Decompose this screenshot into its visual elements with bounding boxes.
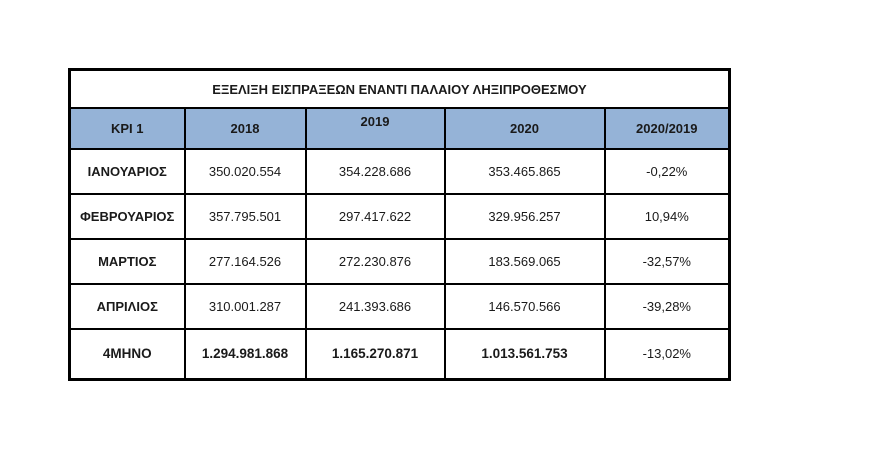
value-pct: -13,02% — [605, 329, 730, 379]
table-row-march — [70, 239, 730, 284]
value-2019: 297.417.622 — [306, 194, 445, 239]
table-row-april — [70, 284, 730, 329]
row-label: ΦΕΒΡΟΥΑΡΙΟΣ — [70, 194, 185, 239]
value-2018: 310.001.287 — [185, 284, 306, 329]
col-header-2020-2019: 2020/2019 — [605, 108, 730, 149]
value-2020: 1.013.561.753 — [445, 329, 605, 379]
table-title-row — [70, 70, 730, 109]
value-2018: 277.164.526 — [185, 239, 306, 284]
col-header-kpi: KPI 1 — [70, 108, 185, 149]
value-2019: 1.165.270.871 — [306, 329, 445, 379]
value-2018: 1.294.981.868 — [185, 329, 306, 379]
col-header-2019: 2019 — [306, 108, 445, 149]
collections-table — [68, 68, 731, 381]
row-label: ΙΑΝΟΥΑΡΙΟΣ — [70, 149, 185, 194]
value-2019: 241.393.686 — [306, 284, 445, 329]
table-row-february — [70, 194, 730, 239]
col-header-2018: 2018 — [185, 108, 306, 149]
value-2019: 354.228.686 — [306, 149, 445, 194]
value-2020: 183.569.065 — [445, 239, 605, 284]
value-2018: 357.795.501 — [185, 194, 306, 239]
value-2018: 350.020.554 — [185, 149, 306, 194]
value-2020: 146.570.566 — [445, 284, 605, 329]
value-2020: 329.956.257 — [445, 194, 605, 239]
value-pct: -39,28% — [605, 284, 730, 329]
table-row-january — [70, 149, 730, 194]
value-pct: 10,94% — [605, 194, 730, 239]
col-header-2020: 2020 — [445, 108, 605, 149]
value-2020: 353.465.865 — [445, 149, 605, 194]
row-label: 4ΜΗΝΟ — [70, 329, 185, 379]
row-label: ΜΑΡΤΙΟΣ — [70, 239, 185, 284]
value-2019: 272.230.876 — [306, 239, 445, 284]
value-pct: -32,57% — [605, 239, 730, 284]
table-header-row — [70, 108, 730, 149]
collections-table-container — [68, 68, 731, 381]
row-label: ΑΠΡΙΛΙΟΣ — [70, 284, 185, 329]
table-row-total-4month — [70, 329, 730, 379]
value-pct: -0,22% — [605, 149, 730, 194]
table-title: ΕΞΕΛΙΞΗ ΕΙΣΠΡΑΞΕΩΝ ΕΝΑΝΤΙ ΠΑΛΑΙΟΥ ΛΗΞΙΠΡΟΘΕΣΜΟΥ — [70, 70, 730, 109]
